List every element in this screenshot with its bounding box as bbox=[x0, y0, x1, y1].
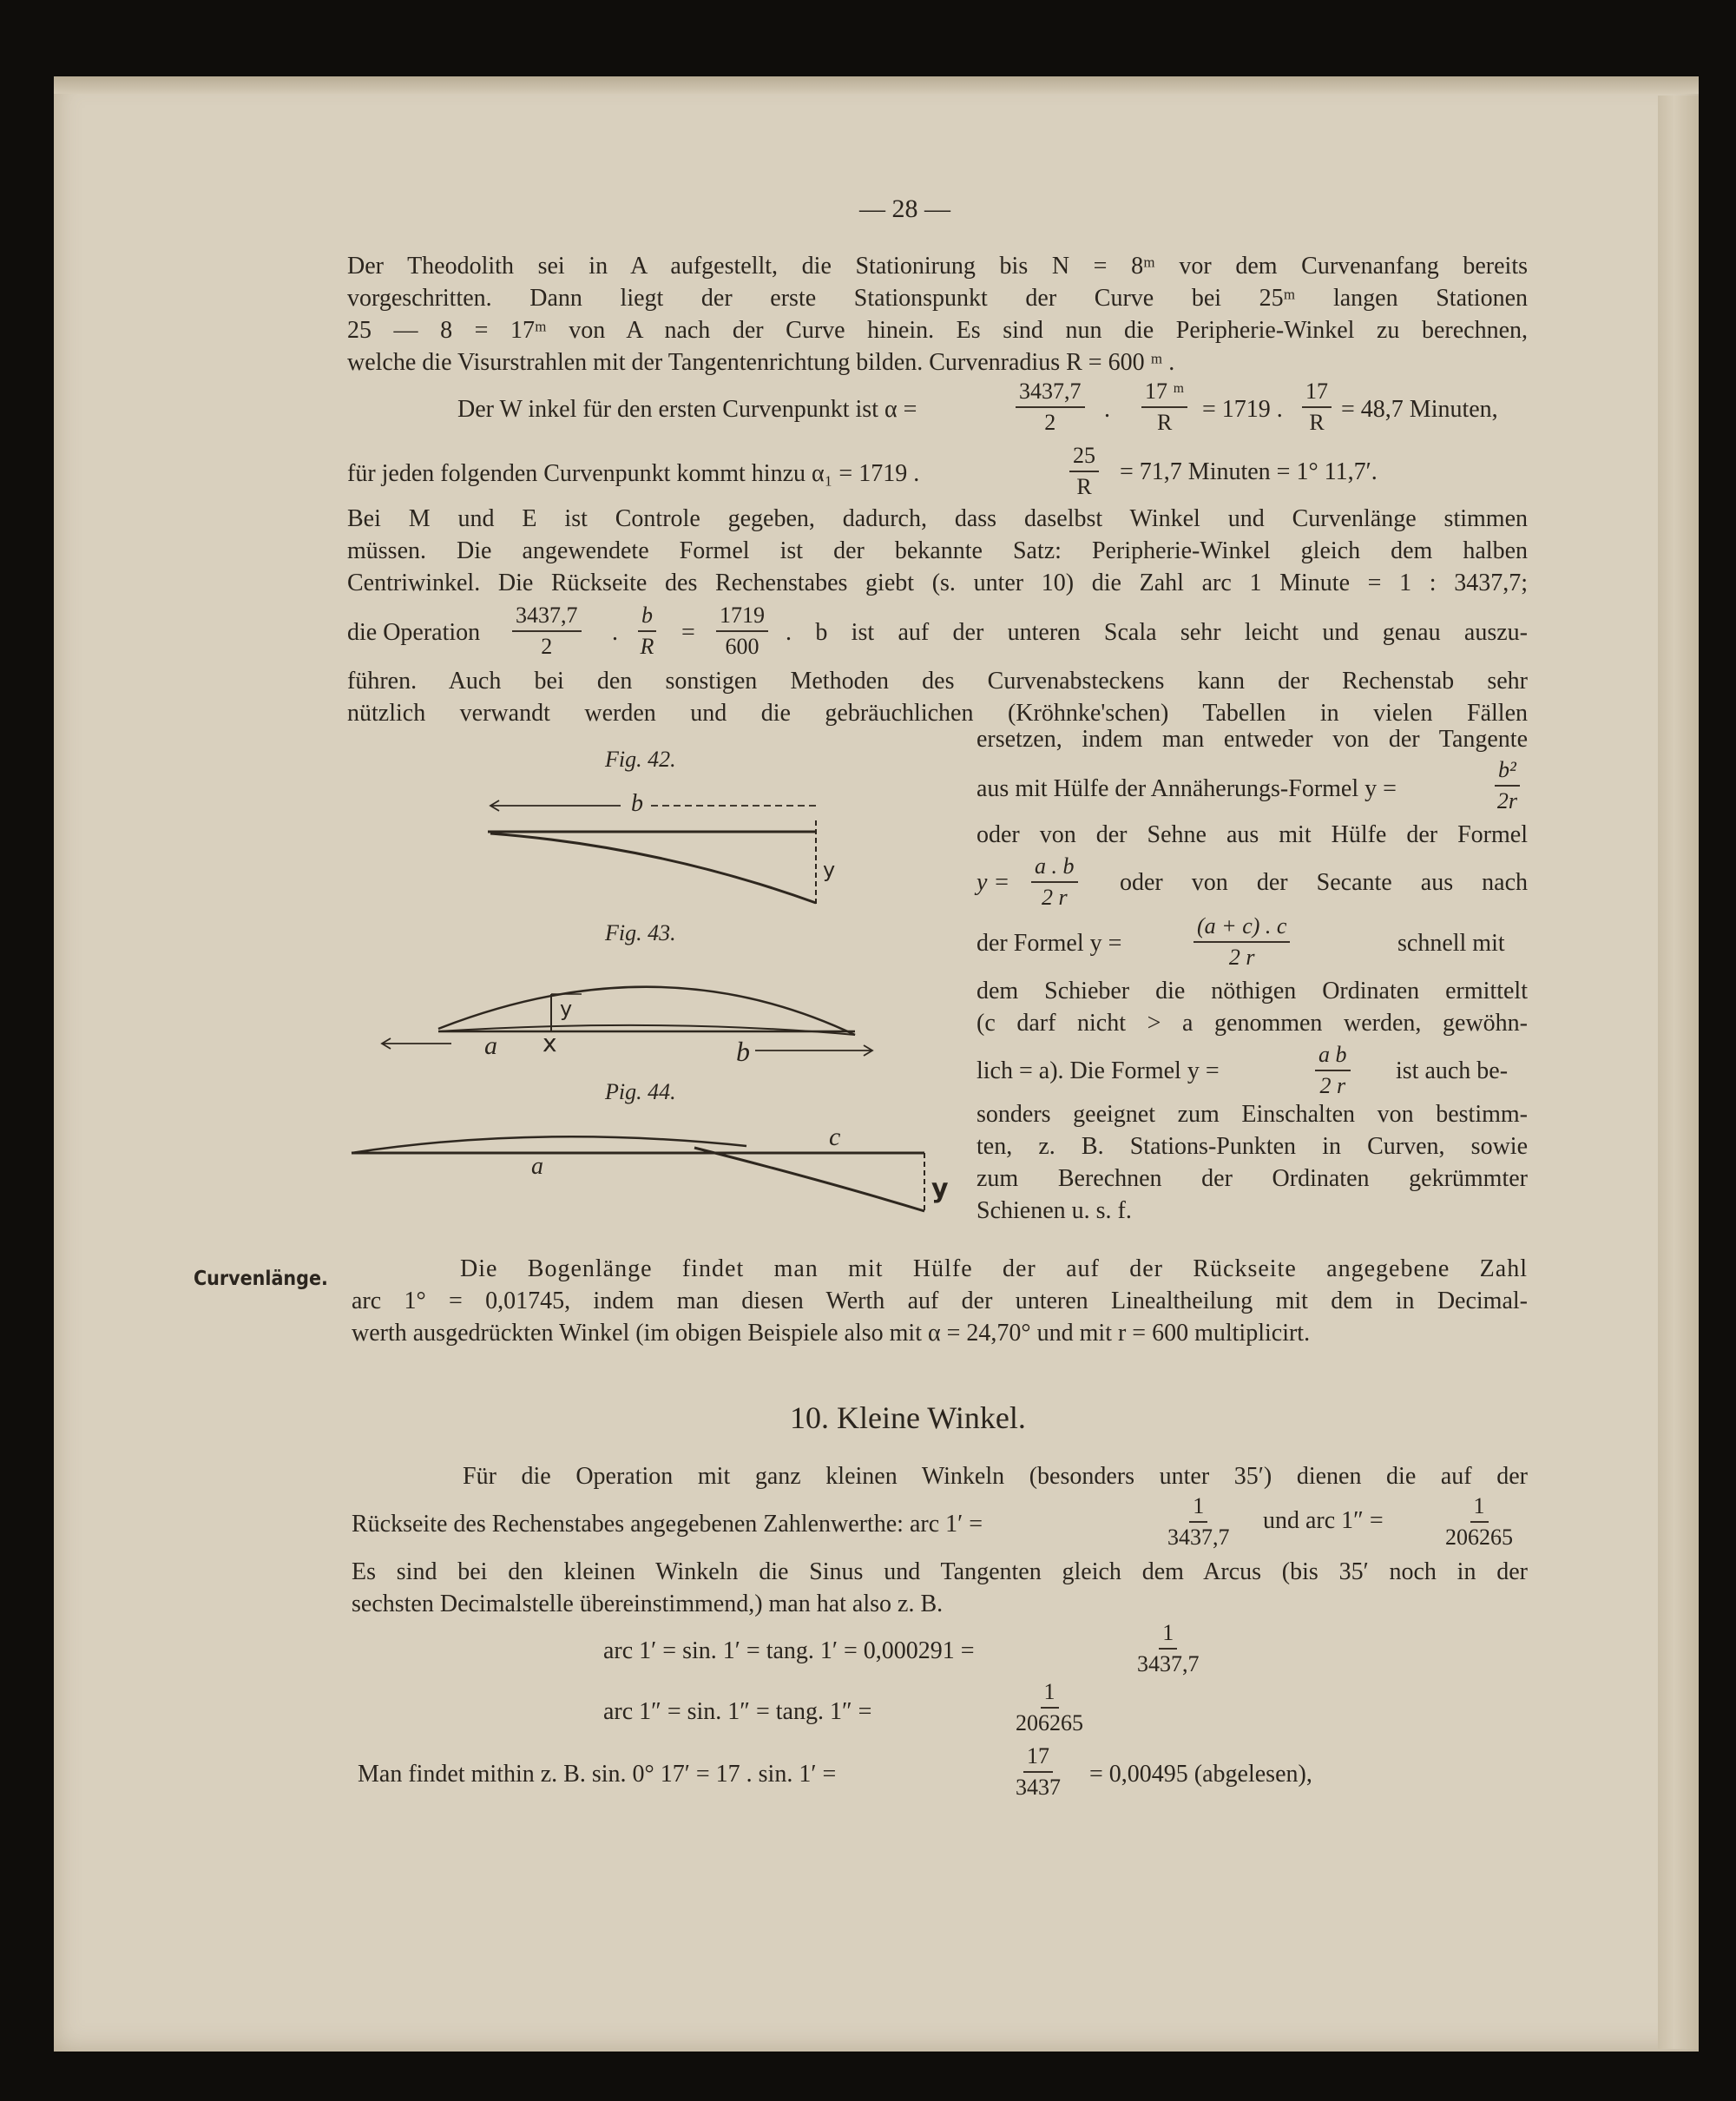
fig44-label: Pig. 44. bbox=[605, 1079, 676, 1104]
fig43-lower-arc bbox=[438, 1025, 855, 1035]
right-line-12: Schienen u. s. f. bbox=[976, 1197, 1132, 1224]
small-angle-line-7-result: = 0,00495 (abgelesen), bbox=[1089, 1761, 1312, 1788]
text-line-4: welche die Visurstrahlen mit der Tangentenrichtung bilden. Curvenradius R = 600 ᵐ . bbox=[347, 349, 1175, 376]
section-heading: 10. Kleine Winkel. bbox=[790, 1400, 1026, 1435]
fraction-25-over-R: $\frac{25}{R}$ bbox=[1069, 445, 1099, 498]
text-line-6-result: = 71,7 Minuten = 1° 11,7′. bbox=[1120, 458, 1378, 485]
fraction-ab-over-2r: $\frac{a . b}{2 r}$ bbox=[1031, 855, 1078, 909]
fraction-17-over-R: $\frac{17}{R}$ bbox=[1302, 380, 1332, 434]
fraction-3437-over-2: $\frac{3437,7}{2}$ bbox=[1016, 380, 1085, 434]
text-line-9: Centriwinkel. Die Rückseite des Rechenstabes giebt (s. unter 10) die Zahl arc 1 Minute = 1 : 3437,7; bbox=[347, 570, 1528, 596]
curve-line-3: werth ausgedrückten Winkel (im obigen Beispiele also mit α = 24,70° und mit r = 600 multiplicirt. bbox=[352, 1320, 1311, 1347]
fig42-curve bbox=[490, 833, 816, 903]
fraction-1-over-206265: $\frac{1}{206265}$ bbox=[1445, 1493, 1513, 1550]
fig43-label: Fig. 43. bbox=[605, 920, 676, 945]
fraction-17m-over-R: $\frac{\text{17 ᵐ}}{R}$ bbox=[1141, 380, 1187, 434]
right-line-8-eq: lich = a). Die Formel y = bbox=[976, 1057, 1220, 1084]
small-angle-formula-2: arc 1″ = sin. 1″ = tang. 1″ = bbox=[603, 1698, 872, 1725]
text-line-12: nützlich verwandt werden und die gebräuchlichen (Kröhnke'schen) Tabellen in vielen Fällen bbox=[347, 700, 1528, 727]
fig43-a-label: a bbox=[484, 1031, 497, 1060]
small-angle-line-2-b: und arc 1″ = bbox=[1263, 1507, 1384, 1534]
right-line-7: (c darf nicht > a genommen werden, gewöhn- bbox=[976, 1010, 1528, 1037]
right-line-2: aus mit Hülfe der Annäherungs-Formel y = bbox=[976, 775, 1397, 802]
fig43-b-label: b bbox=[736, 1036, 750, 1067]
small-angle-line-3: Es sind bei den kleinen Winkeln die Sinus und Tangenten gleich dem Arcus (bis 35′ noch in der bbox=[352, 1558, 1528, 1585]
fraction-b-over-R: $\frac{b}{R}$ bbox=[638, 604, 656, 658]
page-number: — 28 — bbox=[859, 194, 950, 223]
curve-line-2: arc 1° = 0,01745, indem man diesen Werth auf der unteren Linealtheilung mit dem in Decimal- bbox=[352, 1288, 1528, 1314]
fig42-y-label: y bbox=[823, 858, 836, 882]
text-line-2: vorgeschritten. Dann liegt der erste Stationspunkt der Curve bei 25ᵐ langen Stationen bbox=[347, 285, 1528, 312]
fraction-ac-c-over-2r: $\frac{(a + c) . c}{2 r}$ bbox=[1194, 915, 1290, 969]
right-line-5: schnell mit bbox=[1397, 930, 1505, 957]
fig44-y-label: y bbox=[931, 1174, 949, 1204]
formula-result-minutes: = 48,7 Minuten, bbox=[1341, 396, 1498, 423]
right-line-1: ersetzen, indem man entweder von der Tangente bbox=[976, 726, 1528, 753]
fraction-1719-over-600: $\frac{1719}{600}$ bbox=[716, 604, 768, 658]
formula-equals-1719: = 1719 . bbox=[1202, 396, 1283, 423]
text-line-8: müssen. Die angewendete Formel ist der bekannte Satz: Peripherie-Winkel gleich dem halben bbox=[347, 537, 1528, 564]
fraction-1-over-206265-b: $\frac{1}{206265}$ bbox=[1016, 1679, 1083, 1735]
small-angle-line-1: Für die Operation mit ganz kleinen Winkeln (besonders unter 35′) dienen die auf der bbox=[463, 1463, 1528, 1490]
small-angle-line-4: sechsten Decimalstelle übereinstimmend,) man hat also z. B. bbox=[352, 1591, 944, 1617]
text-line-10-rest: . b ist auf der unteren Scala sehr leicht und genau auszu- bbox=[786, 619, 1528, 646]
fig44-curve-lower bbox=[694, 1148, 924, 1211]
fig43-y-label: y bbox=[560, 997, 573, 1021]
fig43-x-label: x bbox=[542, 1029, 557, 1057]
text-line-7: Bei M und E ist Controle gegeben, dadurch, dass daselbst Winkel und Curvenlänge stimmen bbox=[347, 505, 1528, 532]
curve-line-1: Die Bogenlänge findet man mit Hülfe der auf der Rückseite angegebene Zahl bbox=[460, 1255, 1528, 1282]
formula-angle-label: Der W inkel für den ersten Curvenpunkt ist α = bbox=[457, 396, 917, 423]
fig42-b-label: b bbox=[631, 790, 643, 817]
right-line-11: zum Berechnen der Ordinaten gekrümmter bbox=[976, 1165, 1528, 1192]
small-angle-line-7: Man findet mithin z. B. sin. 0° 17′ = 17 . sin. 1′ = bbox=[358, 1761, 837, 1788]
text-line-6: für jeden folgenden Curvenpunkt kommt hinzu α₁ = 1719 . bbox=[347, 460, 920, 487]
fraction-b2-over-2r: $\frac{\text{b²}}{2r}$ bbox=[1495, 759, 1520, 813]
fraction-ab-over-2r-b: $\frac{\text{a b}}{2 r}$ bbox=[1315, 1044, 1351, 1097]
fraction-1-over-3437-b: $\frac{1}{3437,7}$ bbox=[1137, 1620, 1200, 1676]
right-line-4: oder von der Secante aus nach bbox=[1120, 869, 1528, 896]
right-line-5-eq: der Formel y = bbox=[976, 930, 1122, 957]
text-line-1: Der Theodolith sei in A aufgestellt, die Stationirung bis N = 8ᵐ vor dem Curvenanfang bereits bbox=[347, 253, 1528, 280]
fraction-3437-over-2-b: $\frac{3437,7}{2}$ bbox=[512, 604, 582, 658]
fig44-a-label: a bbox=[531, 1153, 543, 1180]
text-line-11: führen. Auch bei den sonstigen Methoden des Curvenabsteckens kann der Rechenstab sehr bbox=[347, 668, 1528, 695]
text-line-3: 25 — 8 = 17ᵐ von A nach der Curve hinein. Es sind nun die Peripherie-Winkel zu berechnen, bbox=[347, 317, 1528, 344]
fraction-1-over-3437: $\frac{1}{3437,7}$ bbox=[1167, 1493, 1230, 1550]
right-line-6: dem Schieber die nöthigen Ordinaten ermittelt bbox=[976, 978, 1528, 1004]
fig42-label: Fig. 42. bbox=[605, 747, 676, 772]
margin-note-curvenlaenge: Curvenlänge. bbox=[194, 1268, 328, 1290]
right-line-3: oder von der Sehne aus mit Hülfe der Formel bbox=[976, 821, 1528, 848]
fig44-c-label: c bbox=[829, 1123, 841, 1151]
right-line-4-eq: y = bbox=[976, 869, 1010, 896]
fig44-curve-upper bbox=[352, 1136, 746, 1153]
small-angle-formula-1: arc 1′ = sin. 1′ = tang. 1′ = 0,000291 = bbox=[603, 1637, 975, 1664]
text-line-10-label: die Operation bbox=[347, 619, 481, 646]
right-line-8: ist auch be- bbox=[1396, 1057, 1509, 1084]
right-line-9: sonders geeignet zum Einschalten von bestimm- bbox=[976, 1101, 1528, 1128]
right-line-10: ten, z. B. Stations-Punkten in Curven, sowie bbox=[976, 1133, 1528, 1160]
fraction-17-over-3437: $\frac{17}{3437}$ bbox=[1016, 1743, 1061, 1800]
small-angle-line-2: Rückseite des Rechenstabes angegebenen Zahlenwerthe: arc 1′ = bbox=[352, 1511, 983, 1538]
